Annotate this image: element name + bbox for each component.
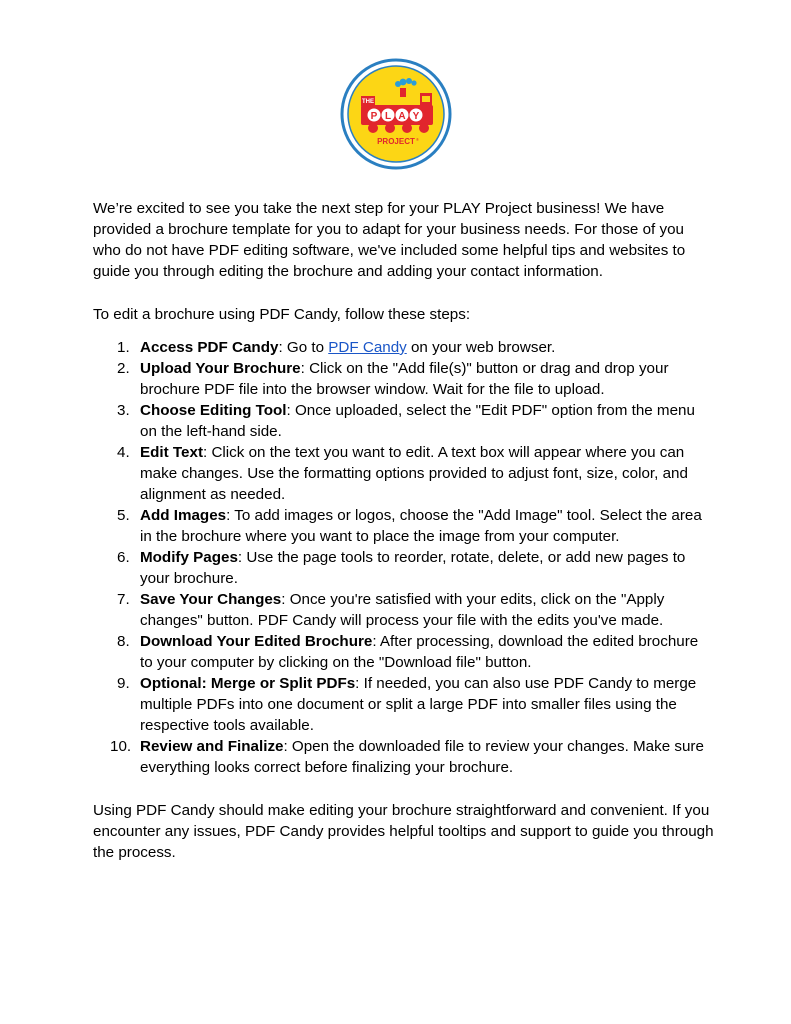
step-title: Optional: Merge or Split PDFs [140,675,356,692]
list-item [93,589,715,631]
logo-trademark: ® [416,137,419,142]
logo-letter-a: A [398,111,406,122]
logo-text-project: PROJECT [377,137,415,146]
step-title: Edit Text [140,444,204,461]
step-text: : Click on the "Add file(s)" button or drag and drop your brochure PDF file into the browser window. Wait for the file to upload. [140,360,669,398]
step-text: : Once you're satisfied with your edits, click on the "Apply changes" button. PDF Candy will process your file with the edits you've made. [140,591,665,629]
step-number: 7. [117,591,130,608]
step-title: Choose Editing Tool [140,402,287,419]
lead-paragraph: To edit a brochure using PDF Candy, follow these steps: [93,306,471,323]
document-body [93,198,715,863]
step-number: 9. [117,675,130,692]
step-number: 10. [110,738,132,755]
step-title: Download Your Edited Brochure [140,633,373,650]
list-item [93,358,715,400]
steps-list [93,337,715,778]
step-title: Add Images [140,507,227,524]
logo-text-the: THE [362,99,374,105]
list-item [93,631,715,673]
logo-letter-l: L [384,111,392,122]
step-title: Modify Pages [140,549,238,566]
step-title: Save Your Changes [140,591,282,608]
step-number: 1. [117,339,130,356]
logo-letter-y: Y [412,111,420,122]
step-number: 5. [117,507,130,524]
list-item [93,337,715,358]
closing-paragraph: Using PDF Candy should make editing your brochure straightforward and convenient. If you encounter any issues, PDF Candy provides helpful tooltips and support to guide you through the process. [93,802,714,861]
logo-letter-p: P [370,111,378,122]
list-item [93,736,715,778]
step-text: on your web browser. [406,339,556,356]
play-project-logo [340,58,452,170]
step-text: : Open the downloaded file to review your changes. Make sure everything looks correct before finalizing your brochure. [140,738,704,776]
step-text: : Once uploaded, select the "Edit PDF" option from the menu on the left-hand side. [140,402,695,440]
list-item [93,442,715,505]
step-number: 4. [117,444,130,461]
list-item [93,673,715,736]
step-number: 2. [117,360,130,377]
list-item [93,505,715,547]
step-number: 8. [117,633,130,650]
step-text: : To add images or logos, choose the "Add Image" tool. Select the area in the brochure where you want to place the image from your computer. [140,507,702,545]
step-text: : After processing, download the edited brochure to your computer by clicking on the "Download file" button. [140,633,699,671]
step-title: Review and Finalize [140,738,284,755]
step-number: 3. [117,402,130,419]
intro-paragraph: We’re excited to see you take the next step for your PLAY Project business! We have provided a brochure template for you to adapt for your business needs. For those of you who do not have PDF editing software, we've included some helpful tips and websites to guide you through editing the brochure and adding your contact information. [93,200,686,280]
list-item [93,400,715,442]
step-title: Upload Your Brochure [140,360,301,377]
step-text: : If needed, you can also use PDF Candy to merge multiple PDFs into one document or split a large PDF into smaller files using the respective tools available. [140,675,697,734]
pdf-candy-link[interactable]: PDF Candy [328,339,407,356]
step-text: : Use the page tools to reorder, rotate, delete, or add new pages to your brochure. [140,549,686,587]
step-number: 6. [117,549,130,566]
step-text: : Click on the text you want to edit. A text box will appear where you can make changes. Use the formatting options provided to adjust font, size, color, and alignment as needed. [140,444,688,503]
step-text: : Go to [278,339,329,356]
step-title: Access PDF Candy [140,339,279,356]
list-item [93,547,715,589]
